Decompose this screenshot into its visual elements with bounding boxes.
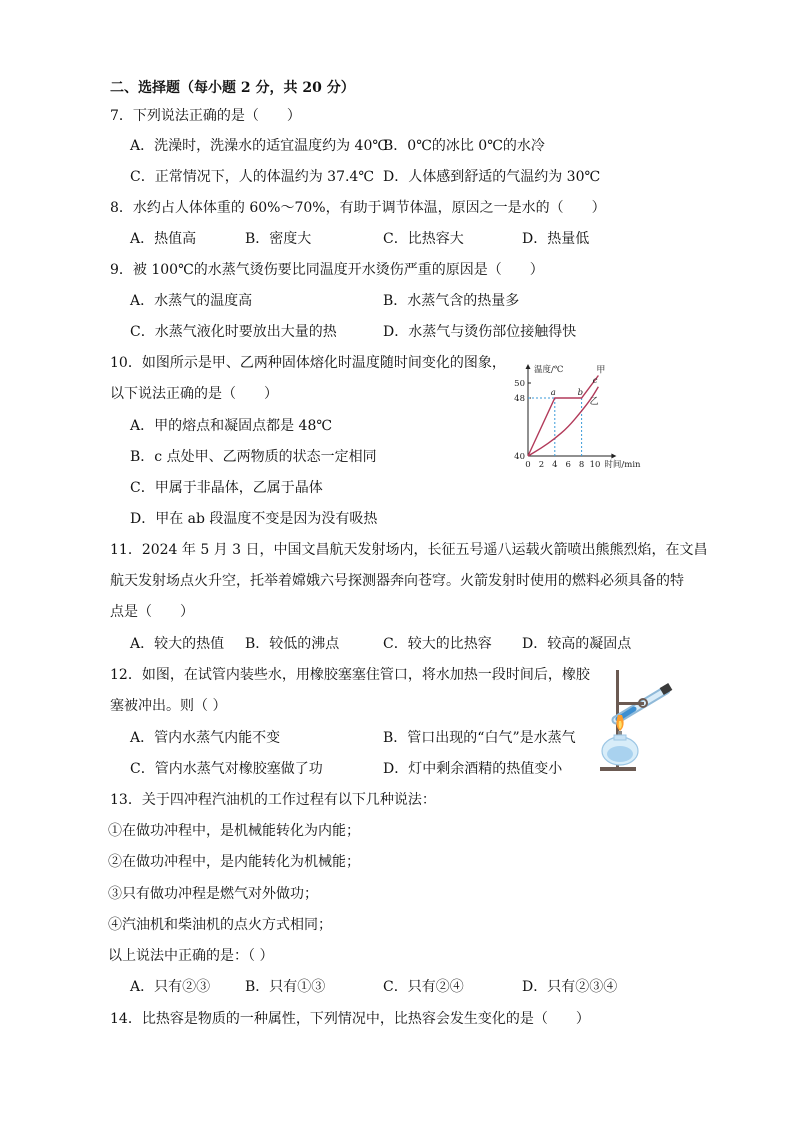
q13-stem: 13．关于四冲程汽油机的工作过程有以下几种说法： (110, 792, 436, 808)
q10-option-a: A．甲的熔点和凝固点都是 48℃ (130, 418, 333, 434)
x-tick-label: 10 (589, 460, 601, 470)
q11-stem-line2: 航天发射场点火升空，托举着嫦娥六号探测器奔向苍穹。火箭发射时使用的燃料必须具备的特 (110, 573, 684, 589)
q10-option-b: B．c 点处甲、乙两物质的状态一定相同 (130, 449, 377, 465)
x-tick-label: 2 (538, 460, 545, 470)
series-line-jia (528, 376, 598, 457)
q12-stem-line2: 塞被冲出。则（ ） (110, 698, 227, 714)
q10-stem-line1: 10．如图所示是甲、乙两种固体熔化时温度随时间变化的图象， (110, 355, 506, 371)
q13-option-a: A．只有②③ (130, 979, 211, 995)
q13-statement-3: ③只有做功冲程是燃气对外做功； (108, 886, 318, 902)
q12-option-a: A．管内水蒸气内能不变 (130, 730, 281, 746)
q9-stem: 9．被 100℃的水蒸气烫伤要比同温度开水烫伤严重的原因是（ ） (110, 262, 544, 278)
series-line-yi (528, 387, 598, 456)
q11-stem-line3: 点是（ ） (110, 604, 194, 620)
q7-option-d: D．人体感到舒适的气温约为 30℃ (383, 169, 601, 185)
q13-prompt: 以上说法中正确的是：（ ） (108, 948, 274, 964)
q13-option-d: D．只有②③④ (522, 979, 618, 995)
x-tick-label: 0 (525, 460, 531, 470)
test-tube-heating-figure (596, 668, 680, 774)
q7-option-a: A．洗澡时，洗澡水的适宜温度约为 40℃ (130, 138, 389, 154)
q13-option-c: C．只有②④ (383, 979, 464, 995)
series-label-jia: 甲 (596, 365, 606, 376)
x-tick-label: 8 (578, 460, 585, 470)
point-label-a: a (550, 388, 556, 398)
y-tick-label: 50 (514, 379, 525, 389)
section-title: 二、选择题（每小题 2 分，共 20 分） (110, 80, 355, 96)
y-tick-label: 48 (514, 394, 525, 404)
q8-stem: 8．水约占人体体重的 60%～70%，有助于调节体温，原因之一是水的（ ） (110, 200, 606, 216)
q8-option-d: D．热量低 (522, 231, 590, 247)
q7-stem: 7．下列说法正确的是（ ） (110, 108, 301, 124)
test-tube-icon (616, 683, 672, 720)
q11-stem-line1: 11．2024 年 5 月 3 日，中国文昌航天发射场内，长征五号遥八运载火箭喷出熊熊烈焰，在文昌 (110, 542, 708, 558)
q8-option-a: A．热值高 (130, 231, 197, 247)
q10-option-d: D．甲在 ab 段温度不变是因为没有吸热 (130, 511, 378, 527)
q12-option-d: D．灯中剩余酒精的热值变小 (383, 761, 563, 777)
q13-statement-1: ①在做功冲程中，是机械能转化为内能； (108, 823, 360, 839)
q11-option-b: B．较低的沸点 (245, 636, 340, 652)
q9-option-a: A．水蒸气的温度高 (130, 293, 253, 309)
q7-option-b: B．0℃的冰比 0℃的水冷 (383, 138, 545, 154)
q8-option-c: C．比热容大 (383, 231, 464, 247)
y-axis-label: 温度/℃ (534, 365, 564, 375)
q9-option-c: C．水蒸气液化时要放出大量的热 (130, 324, 337, 340)
x-axis-label: 时间/min (604, 460, 641, 470)
point-label-c: c (592, 375, 598, 386)
q8-option-b: B．密度大 (245, 231, 312, 247)
alcohol-lamp-icon (602, 715, 638, 765)
q10-option-c: C．甲属于非晶体，乙属于晶体 (130, 480, 323, 496)
y-tick-label: 40 (514, 452, 525, 462)
q11-option-a: A．较大的热值 (130, 636, 225, 652)
q9-option-d: D．水蒸气与烫伤部位接触得快 (383, 324, 577, 340)
q12-option-b: B．管口出现的“白气”是水蒸气 (383, 730, 576, 746)
q9-option-b: B．水蒸气含的热量多 (383, 293, 520, 309)
series-label-yi: 乙 (589, 396, 599, 407)
q10-stem-line2: 以下说法正确的是（ ） (110, 386, 278, 402)
y-axis-arrow (526, 364, 531, 369)
x-tick-label: 6 (565, 460, 571, 470)
q12-option-c: C．管内水蒸气对橡胶塞做了功 (130, 761, 323, 777)
point-label-b: b (577, 388, 584, 398)
q13-statement-2: ②在做功冲程中，是内能转化为机械能； (108, 854, 360, 870)
q12-stem-line1: 12．如图，在试管内装些水，用橡胶塞塞住管口，将水加热一段时间后，橡胶 (110, 667, 590, 683)
q7-option-c: C．正常情况下，人的体温约为 37.4℃ (130, 169, 374, 185)
x-axis-arrow (611, 454, 616, 459)
q13-option-b: B．只有①③ (245, 979, 326, 995)
melting-temperature-chart (508, 360, 658, 472)
q11-option-c: C．较大的比热容 (383, 636, 492, 652)
x-tick-label: 4 (552, 460, 558, 470)
q13-statement-4: ④汽油机和柴油机的点火方式相同； (108, 917, 332, 933)
q14-stem: 14．比热容是物质的一种属性，下列情况中，比热容会发生变化的是（ ） (110, 1011, 590, 1027)
q11-option-d: D．较高的凝固点 (522, 636, 632, 652)
